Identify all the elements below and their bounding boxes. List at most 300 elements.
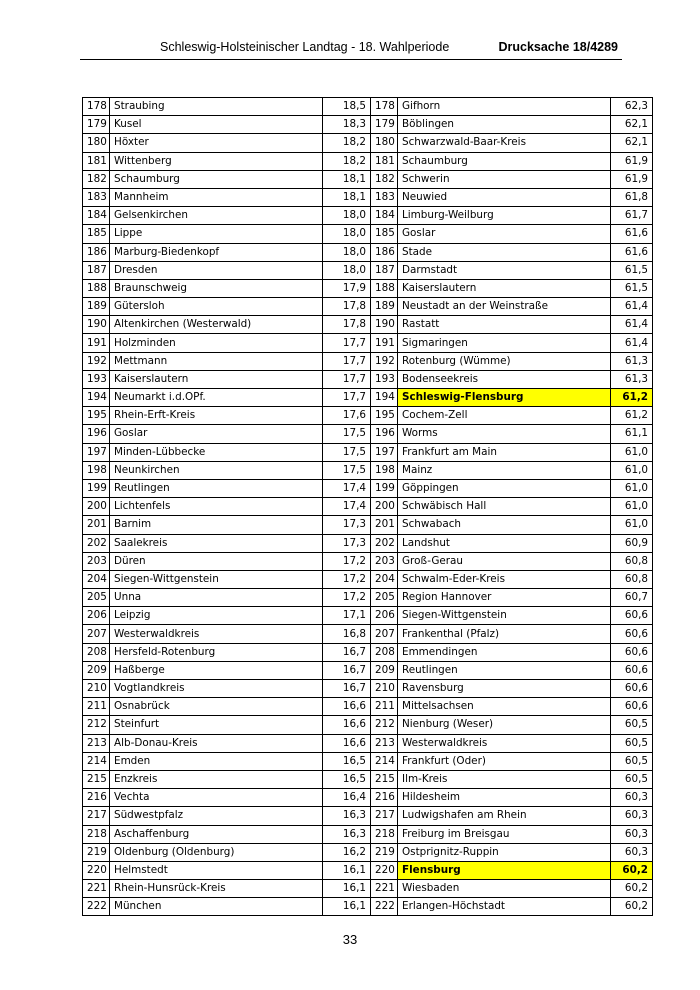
left-rank-cell: 200: [83, 498, 110, 516]
table-row: [83, 479, 653, 497]
right-district-cell: Bodenseekreis: [398, 370, 611, 388]
right-value-cell: 61,5: [611, 261, 653, 279]
right-value-cell: 60,3: [611, 789, 653, 807]
right-value-cell: 61,5: [611, 279, 653, 297]
left-rank-cell: 189: [83, 298, 110, 316]
left-value-cell: 17,4: [323, 479, 371, 497]
right-district-cell: Mittelsachsen: [398, 698, 611, 716]
left-rank-cell: 222: [83, 898, 110, 916]
left-value-cell: 18,2: [323, 134, 371, 152]
table-row: [83, 498, 653, 516]
right-district-cell: Frankfurt am Main: [398, 443, 611, 461]
left-rank-cell: 215: [83, 770, 110, 788]
right-district-cell: Sigmaringen: [398, 334, 611, 352]
left-rank-cell: 205: [83, 589, 110, 607]
left-district-cell: Emden: [110, 752, 323, 770]
table-row: [83, 661, 653, 679]
right-rank-cell: 190: [371, 316, 398, 334]
right-value-cell: 60,5: [611, 734, 653, 752]
table-row: [83, 334, 653, 352]
right-value-cell: 60,2: [611, 898, 653, 916]
table-row: [83, 279, 653, 297]
table-row: [83, 552, 653, 570]
right-value-cell: 60,2: [611, 861, 653, 879]
left-value-cell: 17,5: [323, 443, 371, 461]
left-district-cell: Marburg-Biedenkopf: [110, 243, 323, 261]
right-rank-cell: 209: [371, 661, 398, 679]
right-district-cell: Schwalm-Eder-Kreis: [398, 570, 611, 588]
left-value-cell: 17,2: [323, 589, 371, 607]
right-district-cell: Schleswig-Flensburg: [398, 389, 611, 407]
left-value-cell: 17,9: [323, 279, 371, 297]
right-value-cell: 60,6: [611, 607, 653, 625]
left-district-cell: Straubing: [110, 98, 323, 116]
right-rank-cell: 197: [371, 443, 398, 461]
left-value-cell: 16,3: [323, 825, 371, 843]
left-district-cell: Osnabrück: [110, 698, 323, 716]
left-rank-cell: 216: [83, 789, 110, 807]
right-rank-cell: 178: [371, 98, 398, 116]
table-row: [83, 643, 653, 661]
right-value-cell: 60,6: [611, 698, 653, 716]
right-district-cell: Neustadt an der Weinstraße: [398, 298, 611, 316]
right-rank-cell: 195: [371, 407, 398, 425]
left-value-cell: 17,3: [323, 516, 371, 534]
right-value-cell: 61,4: [611, 316, 653, 334]
left-district-cell: Aschaffenburg: [110, 825, 323, 843]
table-row: [83, 534, 653, 552]
left-district-cell: Siegen-Wittgenstein: [110, 570, 323, 588]
left-rank-cell: 190: [83, 316, 110, 334]
left-district-cell: Gelsenkirchen: [110, 207, 323, 225]
right-district-cell: Schaumburg: [398, 152, 611, 170]
right-value-cell: 61,3: [611, 352, 653, 370]
right-rank-cell: 194: [371, 389, 398, 407]
right-district-cell: Schwäbisch Hall: [398, 498, 611, 516]
left-district-cell: Dresden: [110, 261, 323, 279]
left-rank-cell: 203: [83, 552, 110, 570]
table-row: [83, 225, 653, 243]
right-rank-cell: 204: [371, 570, 398, 588]
left-district-cell: Rhein-Erft-Kreis: [110, 407, 323, 425]
left-rank-cell: 187: [83, 261, 110, 279]
left-rank-cell: 218: [83, 825, 110, 843]
left-district-cell: Lichtenfels: [110, 498, 323, 516]
table-row: [83, 170, 653, 188]
table-row: [83, 607, 653, 625]
right-value-cell: 60,5: [611, 716, 653, 734]
right-district-cell: Schwerin: [398, 170, 611, 188]
ranking-table: [82, 97, 653, 916]
left-rank-cell: 194: [83, 389, 110, 407]
left-value-cell: 16,1: [323, 898, 371, 916]
right-district-cell: Ilm-Kreis: [398, 770, 611, 788]
table-row: [83, 716, 653, 734]
left-district-cell: Oldenburg (Oldenburg): [110, 843, 323, 861]
left-rank-cell: 196: [83, 425, 110, 443]
right-value-cell: 61,0: [611, 443, 653, 461]
left-rank-cell: 210: [83, 680, 110, 698]
left-rank-cell: 180: [83, 134, 110, 152]
table-row: [83, 425, 653, 443]
left-district-cell: Saalekreis: [110, 534, 323, 552]
right-rank-cell: 181: [371, 152, 398, 170]
right-district-cell: Reutlingen: [398, 661, 611, 679]
left-district-cell: Unna: [110, 589, 323, 607]
right-value-cell: 62,3: [611, 98, 653, 116]
table-row: [83, 98, 653, 116]
right-value-cell: 60,2: [611, 880, 653, 898]
left-rank-cell: 217: [83, 807, 110, 825]
right-rank-cell: 182: [371, 170, 398, 188]
right-district-cell: Ludwigshafen am Rhein: [398, 807, 611, 825]
right-value-cell: 61,4: [611, 298, 653, 316]
right-district-cell: Mainz: [398, 461, 611, 479]
table-row: [83, 298, 653, 316]
right-district-cell: Limburg-Weilburg: [398, 207, 611, 225]
left-value-cell: 17,4: [323, 498, 371, 516]
left-district-cell: Vogtlandkreis: [110, 680, 323, 698]
table-row: [83, 461, 653, 479]
right-rank-cell: 191: [371, 334, 398, 352]
left-value-cell: 17,7: [323, 389, 371, 407]
left-rank-cell: 197: [83, 443, 110, 461]
left-rank-cell: 212: [83, 716, 110, 734]
left-rank-cell: 204: [83, 570, 110, 588]
right-value-cell: 60,3: [611, 843, 653, 861]
left-rank-cell: 182: [83, 170, 110, 188]
left-rank-cell: 179: [83, 116, 110, 134]
header-document-number: Drucksache 18/4289: [498, 40, 618, 54]
right-rank-cell: 216: [371, 789, 398, 807]
right-value-cell: 60,3: [611, 807, 653, 825]
right-district-cell: Goslar: [398, 225, 611, 243]
right-district-cell: Nienburg (Weser): [398, 716, 611, 734]
right-district-cell: Westerwaldkreis: [398, 734, 611, 752]
right-rank-cell: 221: [371, 880, 398, 898]
left-district-cell: Wittenberg: [110, 152, 323, 170]
right-rank-cell: 214: [371, 752, 398, 770]
right-district-cell: Flensburg: [398, 861, 611, 879]
left-value-cell: 18,1: [323, 170, 371, 188]
left-value-cell: 17,8: [323, 316, 371, 334]
left-district-cell: Gütersloh: [110, 298, 323, 316]
left-rank-cell: 209: [83, 661, 110, 679]
left-value-cell: 18,1: [323, 188, 371, 206]
left-value-cell: 17,5: [323, 425, 371, 443]
left-rank-cell: 202: [83, 534, 110, 552]
left-value-cell: 16,7: [323, 680, 371, 698]
left-district-cell: Minden-Lübbecke: [110, 443, 323, 461]
left-value-cell: 16,7: [323, 661, 371, 679]
header-title: Schleswig-Holsteinischer Landtag - 18. Wahlperiode: [160, 40, 450, 54]
table-row: [83, 825, 653, 843]
right-district-cell: Hildesheim: [398, 789, 611, 807]
table-row: [83, 407, 653, 425]
right-value-cell: 60,3: [611, 825, 653, 843]
table-row: [83, 570, 653, 588]
left-value-cell: 16,6: [323, 734, 371, 752]
right-rank-cell: 203: [371, 552, 398, 570]
left-rank-cell: 211: [83, 698, 110, 716]
table-row: [83, 116, 653, 134]
right-district-cell: Ostprignitz-Ruppin: [398, 843, 611, 861]
left-rank-cell: 183: [83, 188, 110, 206]
right-rank-cell: 210: [371, 680, 398, 698]
left-district-cell: Höxter: [110, 134, 323, 152]
left-value-cell: 16,5: [323, 752, 371, 770]
left-district-cell: Helmstedt: [110, 861, 323, 879]
right-rank-cell: 218: [371, 825, 398, 843]
right-rank-cell: 200: [371, 498, 398, 516]
left-district-cell: Düren: [110, 552, 323, 570]
left-value-cell: 16,2: [323, 843, 371, 861]
left-district-cell: Mettmann: [110, 352, 323, 370]
left-value-cell: 16,6: [323, 698, 371, 716]
right-value-cell: 60,6: [611, 680, 653, 698]
left-rank-cell: 195: [83, 407, 110, 425]
left-district-cell: Barnim: [110, 516, 323, 534]
right-value-cell: 61,0: [611, 461, 653, 479]
left-value-cell: 17,2: [323, 570, 371, 588]
right-value-cell: 60,8: [611, 570, 653, 588]
right-district-cell: Cochem-Zell: [398, 407, 611, 425]
left-district-cell: Kaiserslautern: [110, 370, 323, 388]
left-district-cell: Steinfurt: [110, 716, 323, 734]
right-district-cell: Region Hannover: [398, 589, 611, 607]
left-district-cell: Braunschweig: [110, 279, 323, 297]
right-district-cell: Gifhorn: [398, 98, 611, 116]
right-rank-cell: 202: [371, 534, 398, 552]
right-value-cell: 61,9: [611, 170, 653, 188]
right-district-cell: Erlangen-Höchstadt: [398, 898, 611, 916]
table-row: [83, 516, 653, 534]
left-rank-cell: 178: [83, 98, 110, 116]
left-rank-cell: 192: [83, 352, 110, 370]
right-rank-cell: 199: [371, 479, 398, 497]
right-district-cell: Ravensburg: [398, 680, 611, 698]
right-rank-cell: 185: [371, 225, 398, 243]
left-value-cell: 16,1: [323, 880, 371, 898]
page-number: 33: [342, 932, 358, 947]
left-value-cell: 16,3: [323, 807, 371, 825]
right-value-cell: 61,9: [611, 152, 653, 170]
left-rank-cell: 207: [83, 625, 110, 643]
right-district-cell: Worms: [398, 425, 611, 443]
left-district-cell: Altenkirchen (Westerwald): [110, 316, 323, 334]
left-value-cell: 17,3: [323, 534, 371, 552]
left-rank-cell: 184: [83, 207, 110, 225]
right-district-cell: Schwarzwald-Baar-Kreis: [398, 134, 611, 152]
right-district-cell: Rastatt: [398, 316, 611, 334]
left-district-cell: Kusel: [110, 116, 323, 134]
left-district-cell: Goslar: [110, 425, 323, 443]
right-rank-cell: 220: [371, 861, 398, 879]
right-rank-cell: 206: [371, 607, 398, 625]
left-value-cell: 17,5: [323, 461, 371, 479]
right-value-cell: 61,2: [611, 407, 653, 425]
right-value-cell: 60,9: [611, 534, 653, 552]
right-value-cell: 61,2: [611, 389, 653, 407]
table-row: [83, 352, 653, 370]
table-row: [83, 843, 653, 861]
left-value-cell: 17,1: [323, 607, 371, 625]
table-row: [83, 443, 653, 461]
table-row: [83, 243, 653, 261]
right-rank-cell: 201: [371, 516, 398, 534]
left-district-cell: Neumarkt i.d.OPf.: [110, 389, 323, 407]
left-value-cell: 16,5: [323, 770, 371, 788]
right-value-cell: 60,6: [611, 643, 653, 661]
left-rank-cell: 213: [83, 734, 110, 752]
left-rank-cell: 214: [83, 752, 110, 770]
table-row: [83, 807, 653, 825]
table-row: [83, 134, 653, 152]
right-district-cell: Neuwied: [398, 188, 611, 206]
right-value-cell: 61,3: [611, 370, 653, 388]
left-value-cell: 17,8: [323, 298, 371, 316]
right-value-cell: 61,7: [611, 207, 653, 225]
left-district-cell: Alb-Donau-Kreis: [110, 734, 323, 752]
right-value-cell: 60,6: [611, 625, 653, 643]
right-value-cell: 62,1: [611, 116, 653, 134]
right-district-cell: Schwabach: [398, 516, 611, 534]
table-row: [83, 188, 653, 206]
right-rank-cell: 180: [371, 134, 398, 152]
left-rank-cell: 208: [83, 643, 110, 661]
right-district-cell: Wiesbaden: [398, 880, 611, 898]
table-row: [83, 261, 653, 279]
right-district-cell: Freiburg im Breisgau: [398, 825, 611, 843]
table-row: [83, 152, 653, 170]
left-value-cell: 18,3: [323, 116, 371, 134]
right-value-cell: 61,0: [611, 498, 653, 516]
right-rank-cell: 186: [371, 243, 398, 261]
left-rank-cell: 206: [83, 607, 110, 625]
left-value-cell: 18,0: [323, 243, 371, 261]
left-rank-cell: 193: [83, 370, 110, 388]
right-district-cell: Böblingen: [398, 116, 611, 134]
left-rank-cell: 201: [83, 516, 110, 534]
left-value-cell: 17,7: [323, 370, 371, 388]
right-district-cell: Siegen-Wittgenstein: [398, 607, 611, 625]
left-district-cell: München: [110, 898, 323, 916]
right-district-cell: Göppingen: [398, 479, 611, 497]
right-rank-cell: 215: [371, 770, 398, 788]
left-rank-cell: 219: [83, 843, 110, 861]
right-district-cell: Stade: [398, 243, 611, 261]
left-district-cell: Mannheim: [110, 188, 323, 206]
right-rank-cell: 211: [371, 698, 398, 716]
table-row: [83, 589, 653, 607]
table-row: [83, 370, 653, 388]
left-district-cell: Enzkreis: [110, 770, 323, 788]
left-value-cell: 17,7: [323, 334, 371, 352]
left-rank-cell: 191: [83, 334, 110, 352]
right-value-cell: 61,0: [611, 516, 653, 534]
right-rank-cell: 217: [371, 807, 398, 825]
table-row: [83, 770, 653, 788]
left-district-cell: Hersfeld-Rotenburg: [110, 643, 323, 661]
right-value-cell: 62,1: [611, 134, 653, 152]
left-value-cell: 18,0: [323, 225, 371, 243]
right-district-cell: Darmstadt: [398, 261, 611, 279]
left-rank-cell: 199: [83, 479, 110, 497]
left-district-cell: Westerwaldkreis: [110, 625, 323, 643]
left-district-cell: Haßberge: [110, 661, 323, 679]
right-value-cell: 60,5: [611, 752, 653, 770]
left-rank-cell: 220: [83, 861, 110, 879]
right-value-cell: 61,6: [611, 243, 653, 261]
header-divider: [80, 59, 622, 60]
ranking-table-body: [83, 98, 653, 916]
left-rank-cell: 181: [83, 152, 110, 170]
right-district-cell: Kaiserslautern: [398, 279, 611, 297]
right-district-cell: Landshut: [398, 534, 611, 552]
table-row: [83, 680, 653, 698]
right-value-cell: 61,8: [611, 188, 653, 206]
table-row: [83, 625, 653, 643]
left-value-cell: 16,4: [323, 789, 371, 807]
right-rank-cell: 208: [371, 643, 398, 661]
right-value-cell: 60,5: [611, 770, 653, 788]
left-district-cell: Schaumburg: [110, 170, 323, 188]
left-value-cell: 16,6: [323, 716, 371, 734]
right-rank-cell: 187: [371, 261, 398, 279]
left-value-cell: 18,0: [323, 261, 371, 279]
left-district-cell: Lippe: [110, 225, 323, 243]
left-rank-cell: 221: [83, 880, 110, 898]
right-rank-cell: 198: [371, 461, 398, 479]
right-value-cell: 60,6: [611, 661, 653, 679]
left-value-cell: 17,2: [323, 552, 371, 570]
left-district-cell: Neunkirchen: [110, 461, 323, 479]
table-row: [83, 861, 653, 879]
left-value-cell: 17,7: [323, 352, 371, 370]
right-value-cell: 60,8: [611, 552, 653, 570]
right-rank-cell: 219: [371, 843, 398, 861]
left-district-cell: Holzminden: [110, 334, 323, 352]
right-value-cell: 61,4: [611, 334, 653, 352]
left-value-cell: 16,1: [323, 861, 371, 879]
right-value-cell: 61,1: [611, 425, 653, 443]
right-rank-cell: 213: [371, 734, 398, 752]
table-row: [83, 789, 653, 807]
left-district-cell: Reutlingen: [110, 479, 323, 497]
table-row: [83, 880, 653, 898]
left-value-cell: 18,5: [323, 98, 371, 116]
right-rank-cell: 189: [371, 298, 398, 316]
right-district-cell: Rotenburg (Wümme): [398, 352, 611, 370]
left-value-cell: 16,7: [323, 643, 371, 661]
right-value-cell: 61,6: [611, 225, 653, 243]
left-district-cell: Rhein-Hunsrück-Kreis: [110, 880, 323, 898]
right-rank-cell: 192: [371, 352, 398, 370]
left-value-cell: 17,6: [323, 407, 371, 425]
table-row: [83, 207, 653, 225]
right-district-cell: Frankfurt (Oder): [398, 752, 611, 770]
left-value-cell: 16,8: [323, 625, 371, 643]
right-district-cell: Frankenthal (Pfalz): [398, 625, 611, 643]
right-rank-cell: 196: [371, 425, 398, 443]
right-district-cell: Emmendingen: [398, 643, 611, 661]
table-row: [83, 698, 653, 716]
right-value-cell: 61,0: [611, 479, 653, 497]
right-rank-cell: 222: [371, 898, 398, 916]
right-rank-cell: 193: [371, 370, 398, 388]
left-value-cell: 18,2: [323, 152, 371, 170]
left-value-cell: 18,0: [323, 207, 371, 225]
